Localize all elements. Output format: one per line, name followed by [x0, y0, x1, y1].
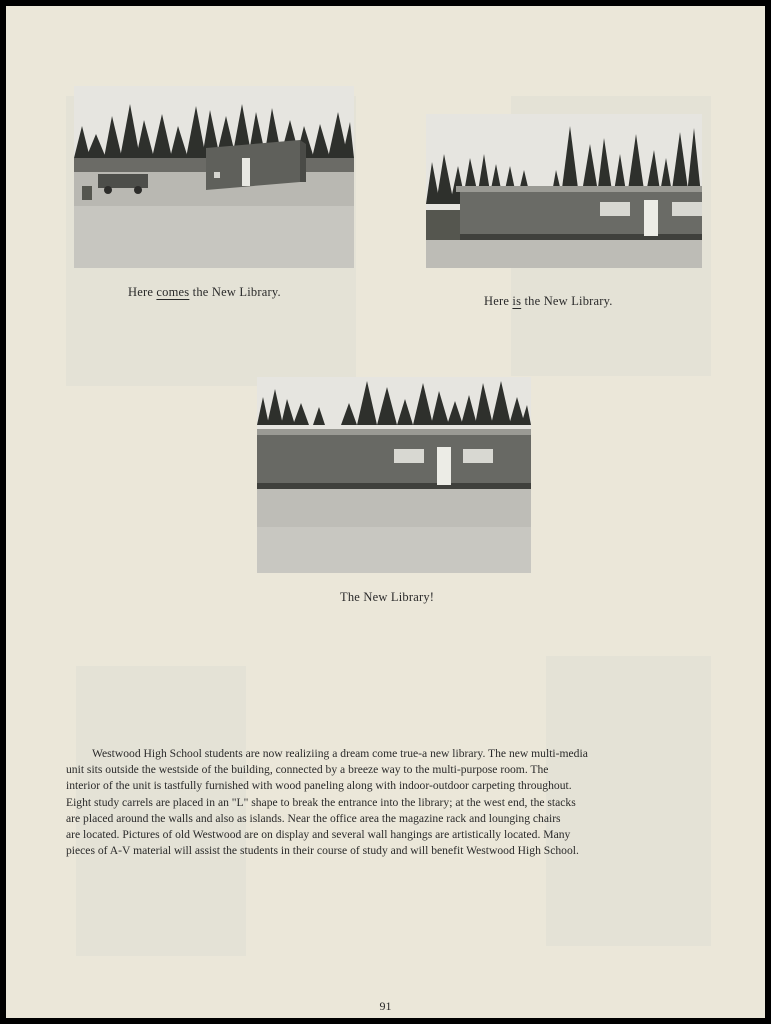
photo-new-library	[257, 377, 531, 573]
yearbook-page	[6, 6, 765, 1018]
paragraph-line: Eight study carrels are placed in an "L" shape to break the entrance into the library; at the west end, the stacks	[66, 795, 576, 809]
photo-library-placed	[426, 114, 702, 268]
caption-here-is: Here is the New Library.	[484, 294, 613, 308]
paragraph-line: are placed around the walls and also as islands. Near the office area the magazine rack and lounging chairs	[66, 811, 561, 825]
paragraph-line: unit sits outside the westside of the building, connected by a breeze way to the multi-purpose room. The	[66, 763, 549, 777]
paragraph-line: interior of the unit is tastfully furnished with wood paneling along with indoor-outdoor carpeting throughout.	[66, 779, 572, 793]
photo-library-arriving	[74, 86, 354, 268]
paragraph-line: are located. Pictures of old Westwood are on display and several wall hangings are artistically located. Many	[66, 828, 571, 842]
caption-the-new-library: The New Library!	[340, 590, 435, 604]
paragraph-line: Westwood High School students are now realiziing a dream come true-a new library. The new multi-media	[92, 747, 588, 760]
caption-here-comes: Here comes the New Library.	[128, 285, 281, 299]
page-number: 91	[379, 999, 392, 1013]
article-paragraph	[66, 746, 706, 859]
paragraph-line: pieces of A-V material will assist the students in their course of study and will benefit Westwood High School.	[66, 844, 579, 858]
